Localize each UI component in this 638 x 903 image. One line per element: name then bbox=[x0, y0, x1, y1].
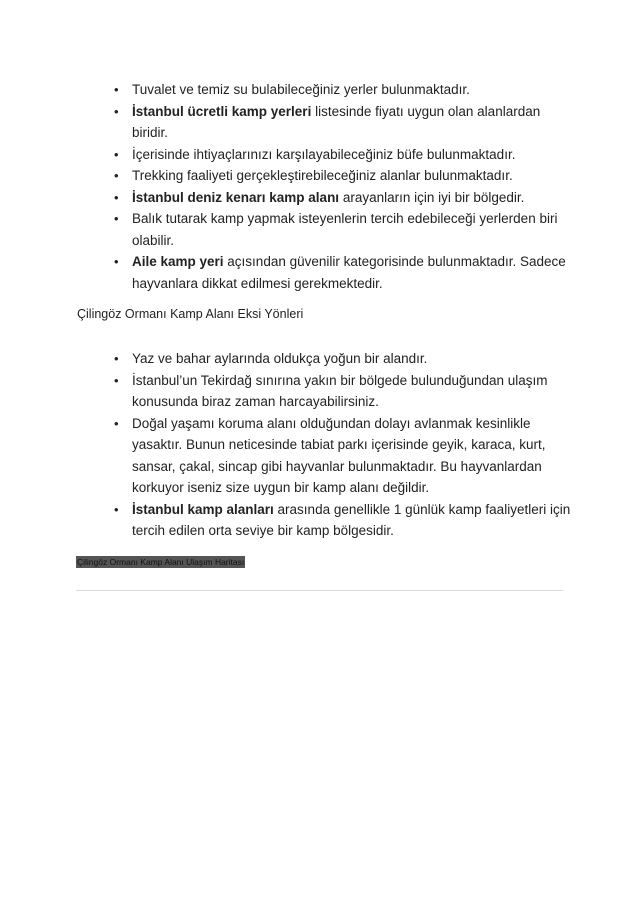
image-caption-link[interactable]: Çilingöz Ormanı Kamp Alanı Ulaşım Haritası bbox=[77, 557, 245, 567]
list-item-text: Yaz ve bahar aylarında oldukça yoğun bir alandır. bbox=[132, 351, 428, 366]
divider bbox=[76, 590, 563, 591]
pros-list bbox=[112, 79, 572, 294]
list-item bbox=[112, 370, 572, 413]
bullet-icon: • bbox=[114, 372, 119, 388]
list-item bbox=[112, 187, 572, 209]
list-item bbox=[112, 144, 572, 166]
list-item bbox=[112, 413, 572, 499]
cons-list bbox=[112, 348, 572, 542]
list-item-bold: Aile kamp yeri bbox=[132, 254, 224, 269]
bullet-icon: • bbox=[114, 211, 119, 226]
list-item-text: İstanbul’un Tekirdağ sınırına yakın bir bölgede bulunduğundan ulaşım konusunda biraz zaman harcayabilirsiniz. bbox=[132, 372, 548, 409]
bullet-icon: • bbox=[114, 82, 119, 97]
bullet-icon: • bbox=[114, 146, 119, 162]
list-item bbox=[112, 101, 572, 144]
list-item-text: İçerisinde ihtiyaçlarınızı karşılayabileceğiniz büfe bulunmaktadır. bbox=[132, 146, 516, 162]
list-item-text: açısından güvenilir kategorisinde bulunmaktadır. Sadece hayvanlara dikkat edilmesi gerekmektedir. bbox=[132, 254, 566, 291]
list-item-text: Trekking faaliyeti gerçekleştirebileceğiniz alanlar bulunmaktadır. bbox=[132, 168, 513, 183]
list-item-bold: İstanbul ücretli kamp yerleri bbox=[132, 103, 312, 119]
bullet-icon: • bbox=[114, 103, 119, 119]
list-item-text: Doğal yaşamı koruma alanı olduğundan dolayı avlanmak kesinlikle yasaktır. Bunun neticesinde tabiat parkı içerisinde geyik, karaca, kurt, sansar, çakal, sincap gibi hayvanlar bulunmaktadır. Bu hayvanlardan korkuyor iseniz size uygun bir kamp alanı değildir. bbox=[132, 415, 546, 495]
list-item bbox=[112, 348, 572, 370]
list-item bbox=[112, 79, 572, 101]
list-item-text: Tuvalet ve temiz su bulabileceğiniz yerler bulunmaktadır. bbox=[132, 82, 470, 97]
list-item bbox=[112, 251, 572, 294]
list-item-text: arasında genellikle 1 günlük kamp faaliyetleri için tercih edilen orta seviye bir kamp bölgesidir. bbox=[132, 501, 571, 538]
bullet-icon: • bbox=[114, 189, 119, 205]
list-item bbox=[112, 499, 572, 542]
list-item-text: Balık tutarak kamp yapmak isteyenlerin tercih edebileceği yerlerden biri olabilir. bbox=[132, 211, 558, 248]
list-item-bold: İstanbul deniz kenarı kamp alanı bbox=[132, 189, 340, 205]
bullet-icon: • bbox=[114, 501, 119, 517]
list-item bbox=[112, 165, 572, 187]
bullet-icon: • bbox=[114, 168, 119, 183]
bullet-icon: • bbox=[114, 254, 119, 269]
list-item bbox=[112, 208, 572, 251]
bullet-icon: • bbox=[114, 351, 119, 366]
bullet-icon: • bbox=[114, 415, 119, 431]
list-item-text: listesinde fiyatı uygun olan alanlardan biridir. bbox=[132, 103, 541, 140]
section-heading: Çilingöz Ormanı Kamp Alanı Eksi Yönleri bbox=[77, 307, 304, 321]
list-item-bold: İstanbul kamp alanları bbox=[132, 501, 274, 517]
list-item-text: arayanların için iyi bir bölgedir. bbox=[339, 189, 525, 205]
